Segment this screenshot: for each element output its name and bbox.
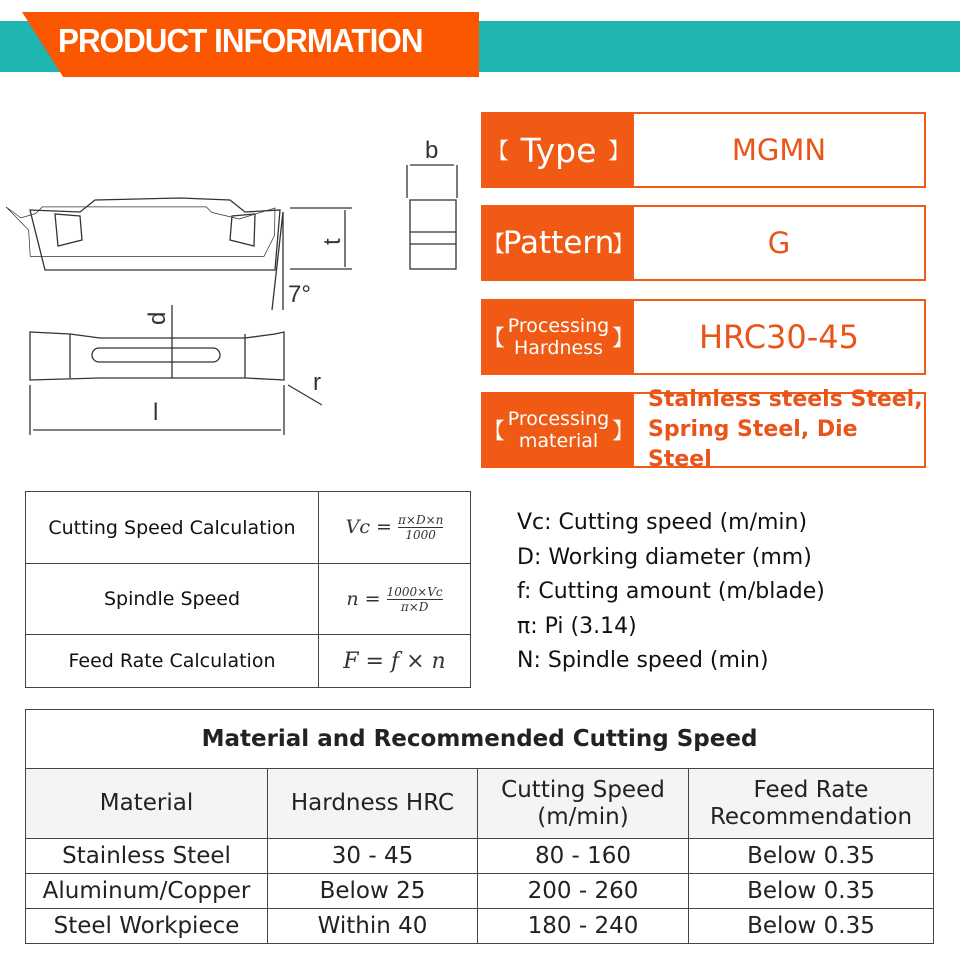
formula-spindle-speed: n = $\frac{1000\times Vc}{\pi\times D}$ (319, 564, 471, 635)
cutting-speed-table (25, 709, 934, 944)
spec-value: HRC30-45 (698, 318, 860, 356)
formula-table (25, 491, 471, 688)
spec-label: Processing material (507, 408, 610, 452)
formula-name: Spindle Speed (26, 564, 319, 635)
table-title: Material and Recommended Cutting Speed (26, 710, 934, 769)
spec-row-material: 【 Processing material 】 Stainless steels Steel, Spring Steel, Die Steel (481, 392, 926, 468)
table-row (26, 874, 934, 909)
column-header: Feed Rate Recommendation (689, 769, 934, 839)
legend-item: f: Cutting amount (m/blade) (517, 579, 825, 604)
cell: Below 0.35 (689, 839, 934, 874)
cell: 200 - 260 (478, 874, 689, 909)
legend-item: D: Working diameter (mm) (517, 544, 812, 570)
table-row (26, 909, 934, 944)
label-t: t (319, 238, 346, 245)
column-header: Cutting Speed (m/min) (478, 769, 689, 839)
cell: 80 - 160 (478, 839, 689, 874)
label-r: r (313, 369, 321, 396)
spec-row-hardness: 【 Processing Hardness 】 HRC30-45 (481, 299, 926, 375)
page-title: PRODUCT INFORMATION (58, 22, 423, 59)
legend-item: Vc: Cutting speed (m/min) (517, 510, 808, 535)
spec-value: G (767, 226, 791, 260)
legend-item: N: Spindle speed (min) (517, 648, 769, 673)
cell: Steel Workpiece (26, 909, 268, 944)
label-angle: 7° (288, 281, 311, 308)
cell: Below 0.35 (689, 909, 934, 944)
cell: Stainless Steel (26, 839, 268, 874)
spec-label: Type (520, 130, 597, 170)
legend-item: π: Pi (3.14) (517, 613, 637, 639)
cell: Aluminum/Copper (26, 874, 268, 909)
label-d: d (144, 311, 171, 325)
formula-name: Cutting Speed Calculation (26, 492, 319, 564)
spec-value: MGMN (731, 133, 827, 167)
cell: 180 - 240 (478, 909, 689, 944)
formula-legend (517, 506, 825, 679)
spec-value: Stainless steels Steel, Spring Steel, Die Steel (648, 387, 923, 472)
column-header: Hardness HRC (268, 769, 478, 839)
spec-row-pattern: 【 Pattern 】 G (481, 205, 926, 281)
spec-label: Processing Hardness (507, 315, 610, 359)
cell: Below 25 (268, 874, 478, 909)
formula-feed-rate: F = f × n (319, 635, 471, 688)
insert-drawing (0, 120, 480, 460)
label-l: l (153, 399, 159, 426)
spec-row-type: 【 Type 】 MGMN (481, 112, 926, 188)
column-header: Material (26, 769, 268, 839)
cell: Below 0.35 (689, 874, 934, 909)
label-b: b (425, 137, 439, 164)
formula-name: Feed Rate Calculation (26, 635, 319, 688)
cell: Within 40 (268, 909, 478, 944)
cell: 30 - 45 (268, 839, 478, 874)
spec-label: Pattern (502, 225, 615, 261)
table-row (26, 839, 934, 874)
formula-cutting-speed: Vc = $\frac{\pi\times D\times n}{1000}$ (319, 492, 471, 564)
